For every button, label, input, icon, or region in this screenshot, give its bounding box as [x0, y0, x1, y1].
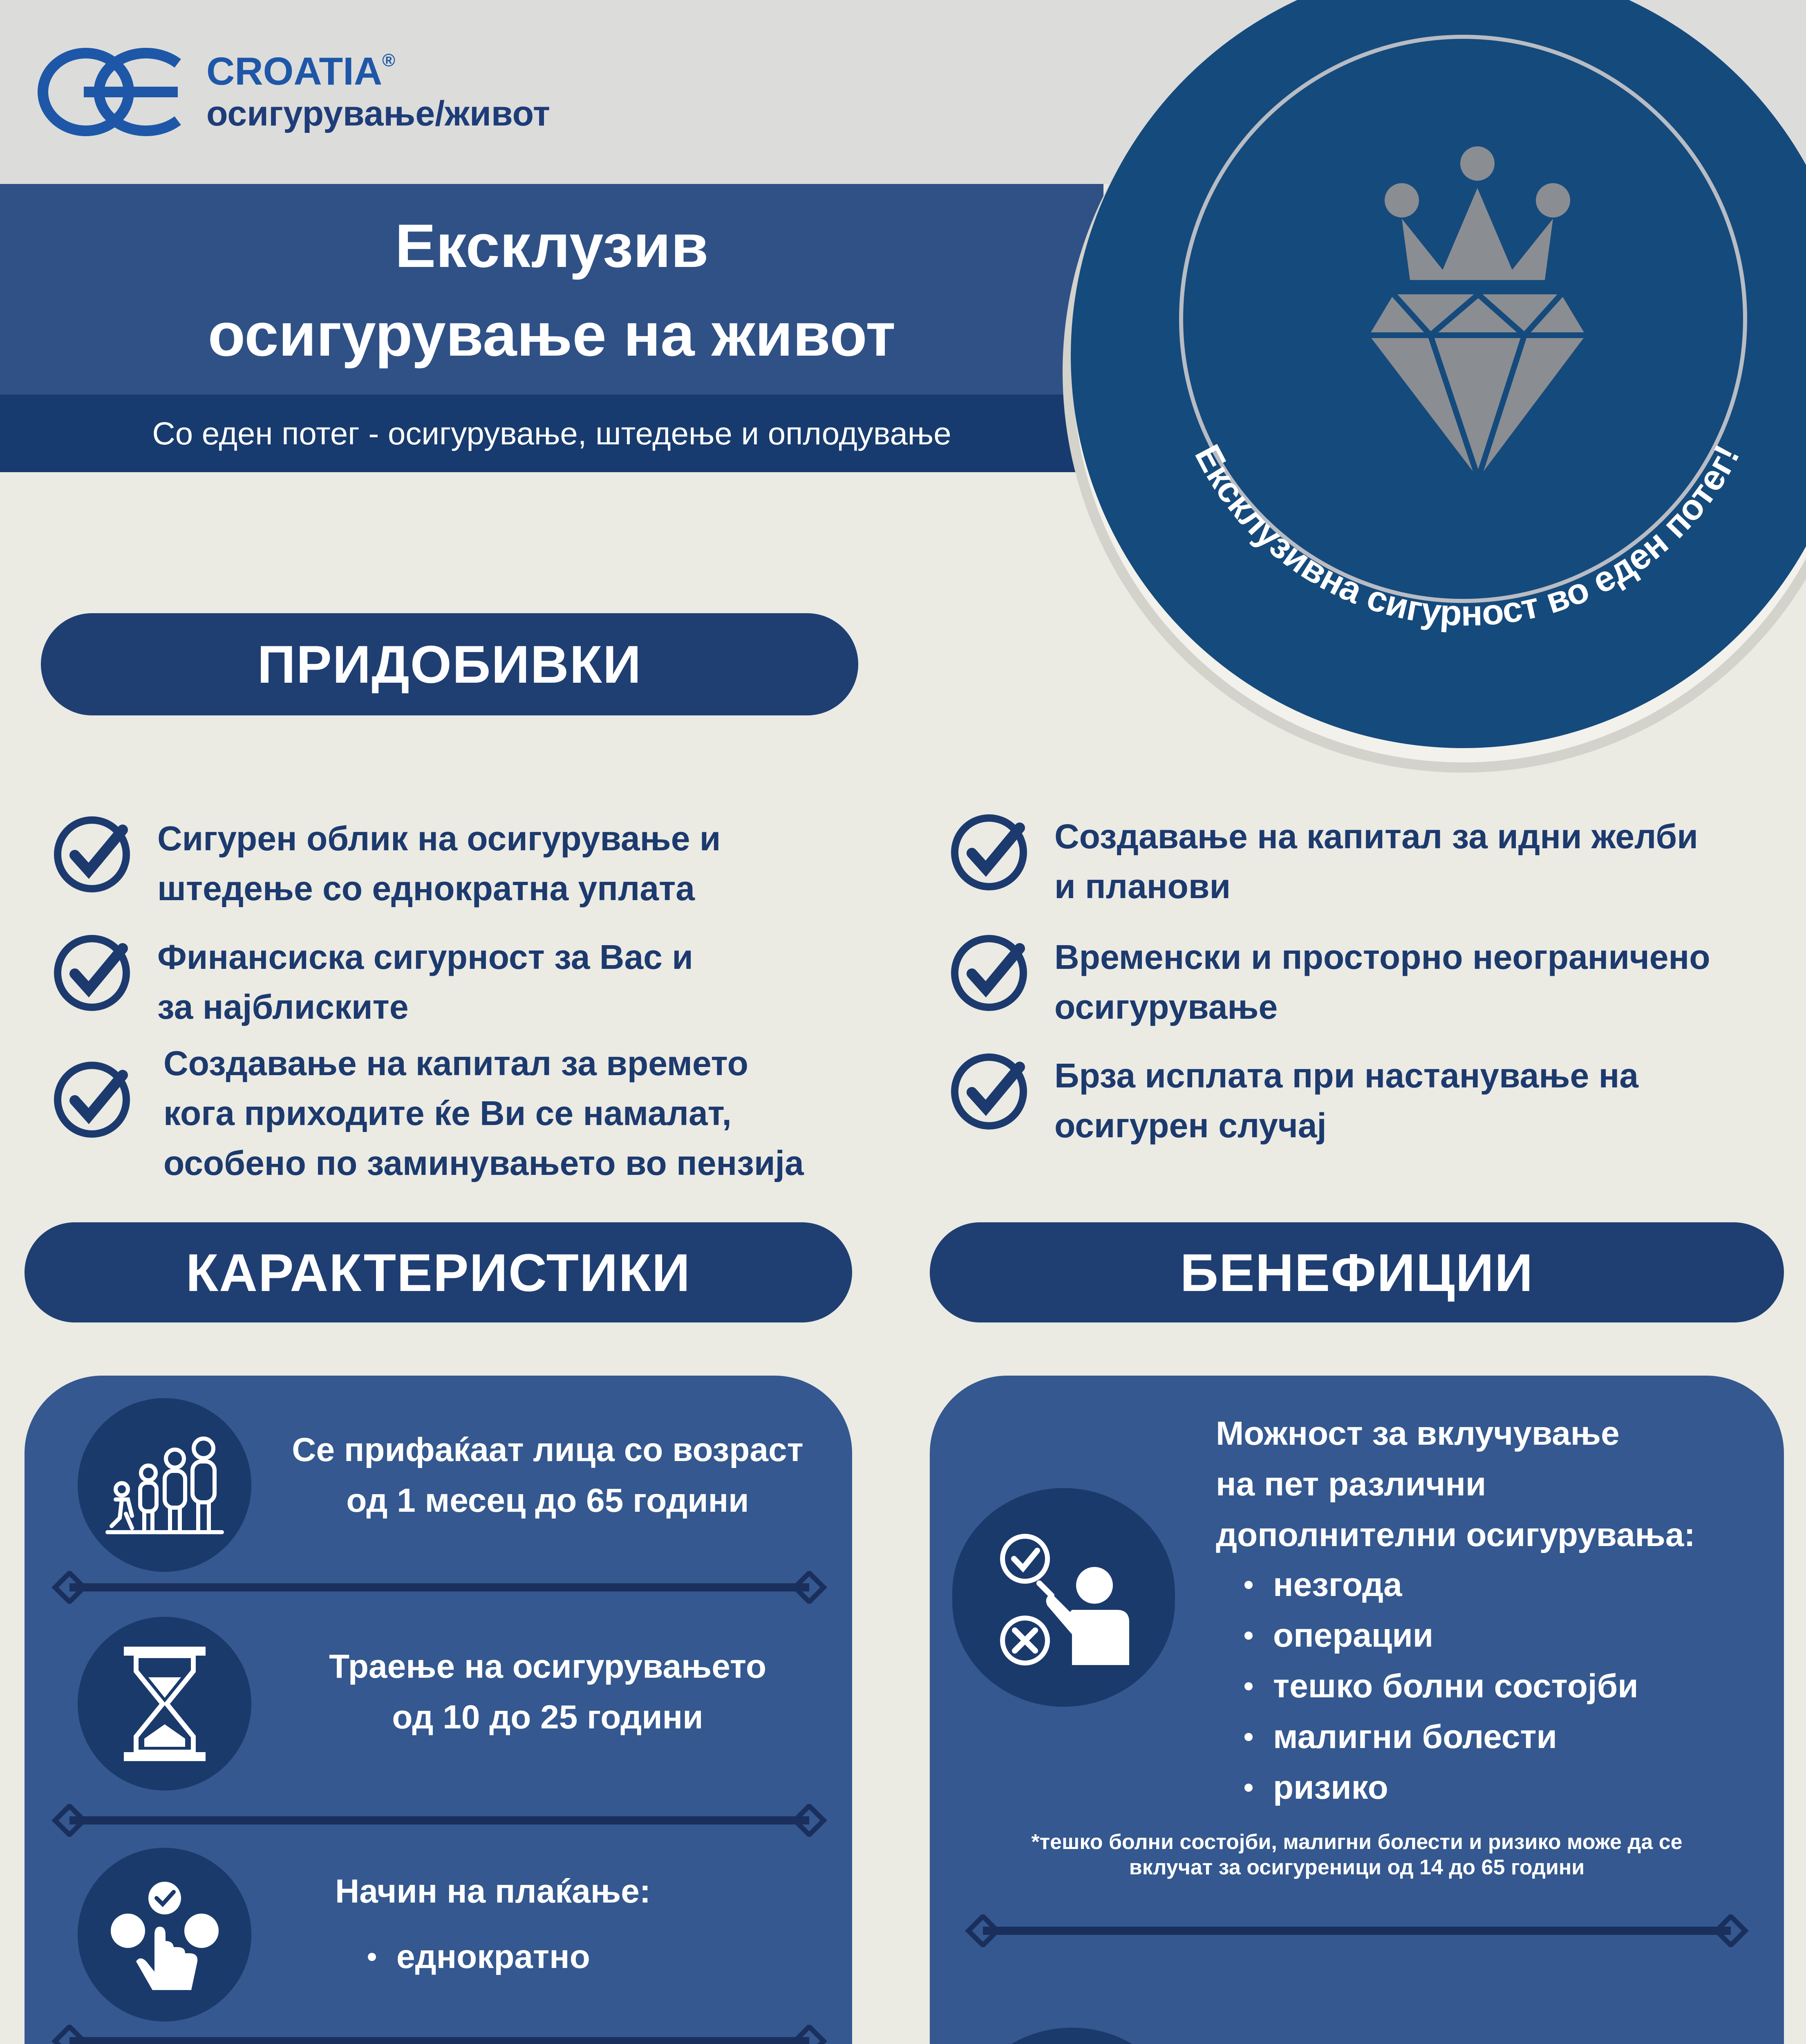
- advantage-item: [948, 932, 1710, 1032]
- check-circle-icon: [51, 932, 133, 1014]
- title-band: [0, 184, 1103, 397]
- bullet-dot: [1244, 1682, 1253, 1690]
- rider-text: незгода: [1273, 1566, 1402, 1603]
- check-circle-icon: [51, 1059, 133, 1141]
- brand-name: CROATIA: [206, 49, 383, 93]
- riders-icon-circle: [952, 1488, 1175, 1707]
- rider-item: [1244, 1712, 1638, 1762]
- payment-title: Начин на плаќање:: [335, 1873, 651, 1910]
- rider-text: тешко болни состојби: [1273, 1667, 1638, 1705]
- bullet-dot: [1244, 1784, 1253, 1792]
- advantage-text: осигурен случај: [1054, 1106, 1327, 1145]
- check-circle-icon: [948, 932, 1030, 1014]
- advantage-text: Финансиска сигурност за Вас и: [157, 938, 693, 976]
- bullet-dot: [368, 1953, 376, 1961]
- duration-line: Траење на осигурувањето: [329, 1648, 767, 1685]
- page-subtitle: Со еден потег - осигурување, штедење и оплодување: [0, 394, 1103, 472]
- age-line: од 1 месец до 65 години: [346, 1482, 749, 1519]
- rider-item: [1244, 1661, 1638, 1712]
- advantage-text: Брза исплата при настанување на: [1054, 1056, 1639, 1095]
- advantage-text: штедење со еднократна уплата: [157, 869, 695, 908]
- section-divider: [965, 1914, 1749, 1947]
- footnote-line: *тешко болни состојби, малигни болести и ризико може да се: [1031, 1830, 1683, 1854]
- brand-logo[interactable]: [37, 45, 550, 139]
- riders-line: на пет различни: [1216, 1466, 1486, 1503]
- advantage-text: и планови: [1054, 867, 1231, 905]
- check-circle-icon: [948, 811, 1030, 893]
- rider-item: [1244, 1610, 1638, 1661]
- rider-item: [1244, 1762, 1638, 1813]
- section-divider: [51, 2025, 828, 2044]
- check-circle-icon: [948, 1051, 1030, 1132]
- hand-choice-icon: [103, 1874, 226, 1996]
- brand-tagline: осигурување/живот: [206, 94, 551, 133]
- hero-arc-text: Ексклузивна сигурност во еден потег!: [1187, 438, 1747, 634]
- advantage-item: [51, 814, 721, 913]
- section-divider: [51, 1804, 828, 1837]
- page-title-line1: Ексклузив: [395, 211, 709, 280]
- advantage-text: Создавање на капитал за идни желби: [1054, 817, 1698, 856]
- rider-text: ризико: [1273, 1769, 1388, 1806]
- rider-item: [1244, 1560, 1638, 1610]
- advantage-item: [948, 811, 1698, 911]
- advantage-text: за најблиските: [157, 988, 409, 1026]
- hourglass-icon: [120, 1643, 210, 1765]
- characteristics-heading: КАРАКТЕРИСТИКИ: [25, 1222, 852, 1322]
- advantage-text: осигурување: [1054, 988, 1278, 1026]
- bullet-dot: [1244, 1632, 1253, 1640]
- duration-icon-circle: [78, 1617, 251, 1791]
- advantage-item: [51, 1038, 804, 1188]
- page-title-line2: осигурување на живот: [208, 300, 896, 369]
- advantage-item: [948, 1051, 1638, 1150]
- duration-text: [266, 1641, 830, 1743]
- advantage-item: [51, 932, 693, 1032]
- family-icon: [103, 1432, 226, 1538]
- riders-list: [1244, 1560, 1638, 1813]
- advantage-text: Сигурен облик на осигурување и: [157, 819, 721, 858]
- payment-option: [368, 1932, 590, 1982]
- age-text: [266, 1425, 830, 1526]
- rider-text: малигни болести: [1273, 1718, 1557, 1755]
- advantage-text: Создавање на капитал за времето: [163, 1044, 748, 1083]
- bullet-dot: [1244, 1733, 1253, 1741]
- check-circle-icon: [51, 814, 133, 895]
- section-divider: [51, 1571, 828, 1604]
- advantage-text: кога приходите ќе Ви се намалат,: [163, 1094, 732, 1132]
- duration-line: од 10 до 25 години: [392, 1699, 703, 1736]
- footnote-line: вклучат за осигуреници од 14 до 65 години: [1129, 1856, 1585, 1879]
- payment-icon-circle: [78, 1848, 251, 2022]
- person-checklist-icon: [994, 1524, 1133, 1671]
- hero-badge: [973, 0, 1806, 781]
- age-line: Се прифаќаат лица со возраст: [292, 1431, 803, 1468]
- rider-text: операции: [1273, 1617, 1434, 1654]
- riders-line: Можност за вклучување: [1216, 1415, 1620, 1452]
- advantage-text: особено по заминувањето во пензија: [163, 1144, 804, 1182]
- payment-option-text: еднократно: [396, 1938, 590, 1975]
- bullet-dot: [1244, 1581, 1253, 1589]
- benefits-heading: БЕНЕФИЦИИ: [930, 1222, 1784, 1322]
- brand-registered: ®: [382, 50, 395, 70]
- croatia-logo-icon: [37, 45, 184, 139]
- riders-footnote: [952, 1829, 1761, 1880]
- advantages-heading: ПРИДОБИВКИ: [41, 613, 858, 715]
- age-icon-circle: [78, 1398, 251, 1572]
- riders-text: [1216, 1408, 1695, 1560]
- riders-line: дополнителни осигурувања:: [1216, 1516, 1695, 1553]
- advantage-text: Временски и просторно неограничено: [1054, 938, 1710, 976]
